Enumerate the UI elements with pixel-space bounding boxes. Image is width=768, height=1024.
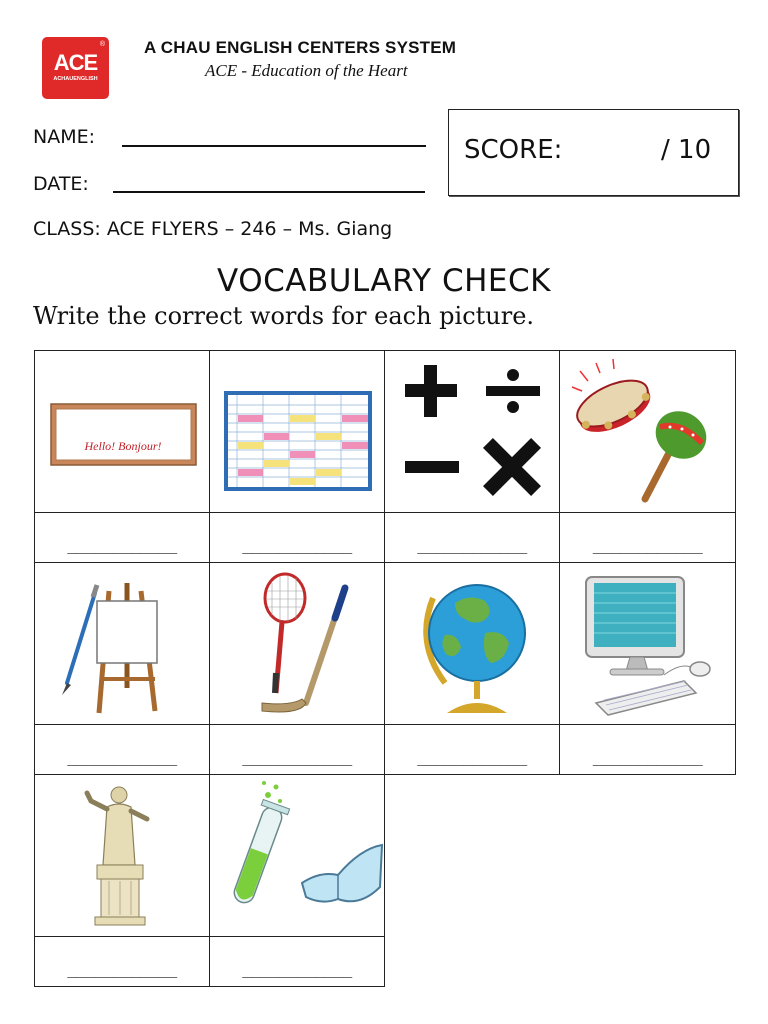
date-label: DATE: [33, 173, 89, 195]
answer-blank[interactable]: ____________ [559, 512, 736, 563]
answer-blank[interactable]: ____________ [34, 936, 210, 987]
whiteboard-icon [35, 351, 210, 513]
answer-blank[interactable]: ____________ [559, 724, 736, 775]
racket-hockey-stick-icon [210, 563, 385, 725]
org-motto: ACE - Education of the Heart [205, 61, 408, 80]
picture-cell [384, 562, 560, 725]
computer-icon [560, 563, 736, 725]
picture-cell [559, 562, 736, 725]
name-field[interactable] [122, 145, 426, 147]
picture-cell [209, 350, 385, 513]
page-title: VOCABULARY CHECK [217, 263, 551, 299]
org-name: A CHAU ENGLISH CENTERS SYSTEM [144, 38, 457, 57]
answer-blank[interactable]: ____________ [209, 724, 385, 775]
tambourine-maraca-icon [560, 351, 736, 513]
timetable-icon [210, 351, 385, 513]
picture-cell [209, 562, 385, 725]
class-label: CLASS: ACE FLYERS – 246 – Ms. Giang [33, 218, 393, 240]
score-total: / 10 [661, 135, 712, 165]
instruction: Write the correct words for each picture. [33, 302, 535, 330]
picture-cell [34, 774, 210, 937]
answer-blank[interactable]: ____________ [384, 512, 560, 563]
answer-blank[interactable]: ____________ [209, 936, 385, 987]
registered-mark: ® [99, 41, 105, 48]
picture-cell [209, 774, 385, 937]
name-label: NAME: [33, 126, 96, 148]
answer-blank[interactable]: ____________ [34, 724, 210, 775]
whiteboard-text: Hello! Bonjour! [84, 439, 162, 453]
picture-cell [34, 562, 210, 725]
logo-text: ACE [53, 50, 98, 75]
ace-logo [42, 37, 109, 99]
answer-blank[interactable]: ____________ [34, 512, 210, 563]
date-field[interactable] [113, 191, 425, 193]
picture-cell [384, 350, 560, 513]
math-symbols-icon [385, 351, 560, 513]
answer-blank[interactable]: ____________ [209, 512, 385, 563]
picture-cell [34, 350, 210, 513]
score-box [448, 109, 739, 196]
picture-cell [559, 350, 736, 513]
globe-icon [385, 563, 560, 725]
answer-blank[interactable]: ____________ [384, 724, 560, 775]
statue-icon [35, 775, 210, 937]
score-label: SCORE: [464, 135, 563, 165]
test-tube-goggles-icon [210, 775, 385, 937]
logo-subtext: ACHAUENGLISH [53, 76, 98, 82]
easel-paintbrush-icon [35, 563, 210, 725]
